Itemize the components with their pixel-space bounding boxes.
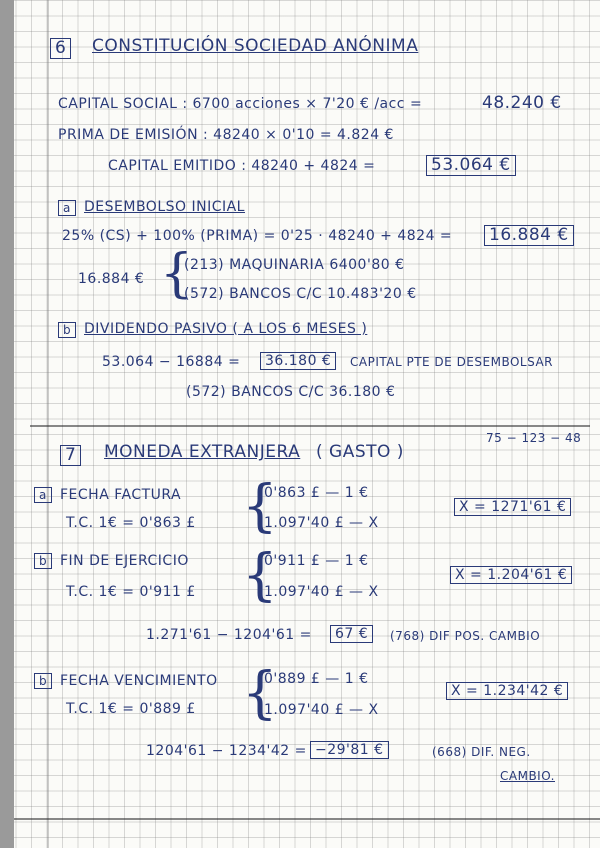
fin-ejercicio-result: X = 1.204'61 € [450, 566, 572, 584]
item-a-label: a [58, 200, 76, 216]
brace: { [160, 244, 194, 304]
fin-ejercicio-difference-value: 67 € [330, 625, 373, 643]
fecha-factura-result: X = 1271'61 € [454, 498, 571, 516]
section-6-number: 6 [50, 38, 71, 59]
item-b-label: b [58, 322, 76, 338]
dividendo-value: 36.180 € [260, 352, 336, 370]
desembolso-equation: 25% (CS) + 100% (PRIMA) = 0'25 · 48240 + 4824 = [62, 228, 453, 244]
desembolso-value: 16.884 € [484, 225, 574, 246]
fecha-vencimiento-difference-note: (668) DIF. NEG. [432, 745, 531, 759]
brace: { [242, 543, 278, 608]
brace: { [242, 661, 278, 726]
fecha-vencimiento-difference-note-2: CAMBIO. [500, 769, 555, 783]
fin-ejercicio-difference: 1.271'61 − 1204'61 = [146, 627, 312, 643]
fecha-vencimiento-tc: T.C. 1€ = 0'889 £ [66, 701, 196, 717]
fin-ejercicio-rule-2: 1.097'40 £ — X [264, 584, 379, 600]
fecha-vencimiento-difference: 1204'61 − 1234'42 = [146, 743, 307, 759]
desembolso-line-bancos: (572) BANCOS C/C 10.483'20 € [184, 286, 417, 302]
fin-ejercicio-title: FIN DE EJERCICIO [60, 553, 189, 569]
section-7-title: MONEDA EXTRANJERA [104, 442, 301, 462]
fin-ejercicio-rule-1: 0'911 £ — 1 € [264, 553, 369, 569]
desembolso-title: DESEMBOLSO INICIAL [84, 199, 245, 215]
item-c-label-7: b [34, 673, 52, 689]
capital-social-line: CAPITAL SOCIAL : 6700 acciones × 7'20 € /acc = [58, 96, 423, 112]
item-b-label-7: b [34, 553, 52, 569]
fecha-factura-title: FECHA FACTURA [60, 487, 182, 503]
fecha-vencimiento-title: FECHA VENCIMIENTO [60, 673, 218, 689]
section-6-title: CONSTITUCIÓN SOCIEDAD ANÓNIMA [92, 36, 419, 56]
dividendo-equation: 53.064 − 16884 = [102, 354, 241, 370]
fecha-vencimiento-result: X = 1.234'42 € [446, 682, 568, 700]
bottom-divider [14, 818, 600, 820]
dividendo-note: CAPITAL PTE DE DESEMBOLSAR [350, 355, 553, 369]
section-7-number: 7 [60, 445, 81, 466]
fecha-factura-rule-1: 0'863 £ — 1 € [264, 485, 369, 501]
capital-emitido-value: 53.064 € [426, 155, 516, 176]
fecha-vencimiento-rule-2: 1.097'40 £ — X [264, 702, 379, 718]
page-edge [0, 0, 14, 848]
margin-line [47, 0, 49, 848]
prima-emision-line: PRIMA DE EMISIÓN : 48240 × 0'10 = 4.824 € [58, 127, 394, 143]
section-7-subtitle: ( GASTO ) [316, 442, 404, 462]
fecha-vencimiento-difference-value: −29'81 € [310, 741, 389, 759]
desembolso-amount: 16.884 € [78, 271, 145, 287]
capital-emitido-line: CAPITAL EMITIDO : 48240 + 4824 = [108, 158, 376, 174]
desembolso-line-maquinaria: (213) MAQUINARIA 6400'80 € [184, 257, 405, 273]
dividendo-line: (572) BANCOS C/C 36.180 € [186, 384, 396, 400]
fecha-factura-tc: T.C. 1€ = 0'863 £ [66, 515, 196, 531]
section-7-reference: 75 − 123 − 48 [486, 431, 582, 445]
brace: { [242, 474, 278, 539]
fin-ejercicio-tc: T.C. 1€ = 0'911 £ [66, 584, 196, 600]
fecha-vencimiento-rule-1: 0'889 £ — 1 € [264, 671, 369, 687]
fecha-factura-rule-2: 1.097'40 £ — X [264, 515, 379, 531]
section-divider [30, 425, 590, 427]
dividendo-title: DIVIDENDO PASIVO ( A LOS 6 MESES ) [84, 321, 368, 337]
fin-ejercicio-difference-note: (768) DIF POS. CAMBIO [390, 629, 541, 643]
item-a-label-7: a [34, 487, 52, 503]
capital-social-value: 48.240 € [482, 93, 562, 113]
